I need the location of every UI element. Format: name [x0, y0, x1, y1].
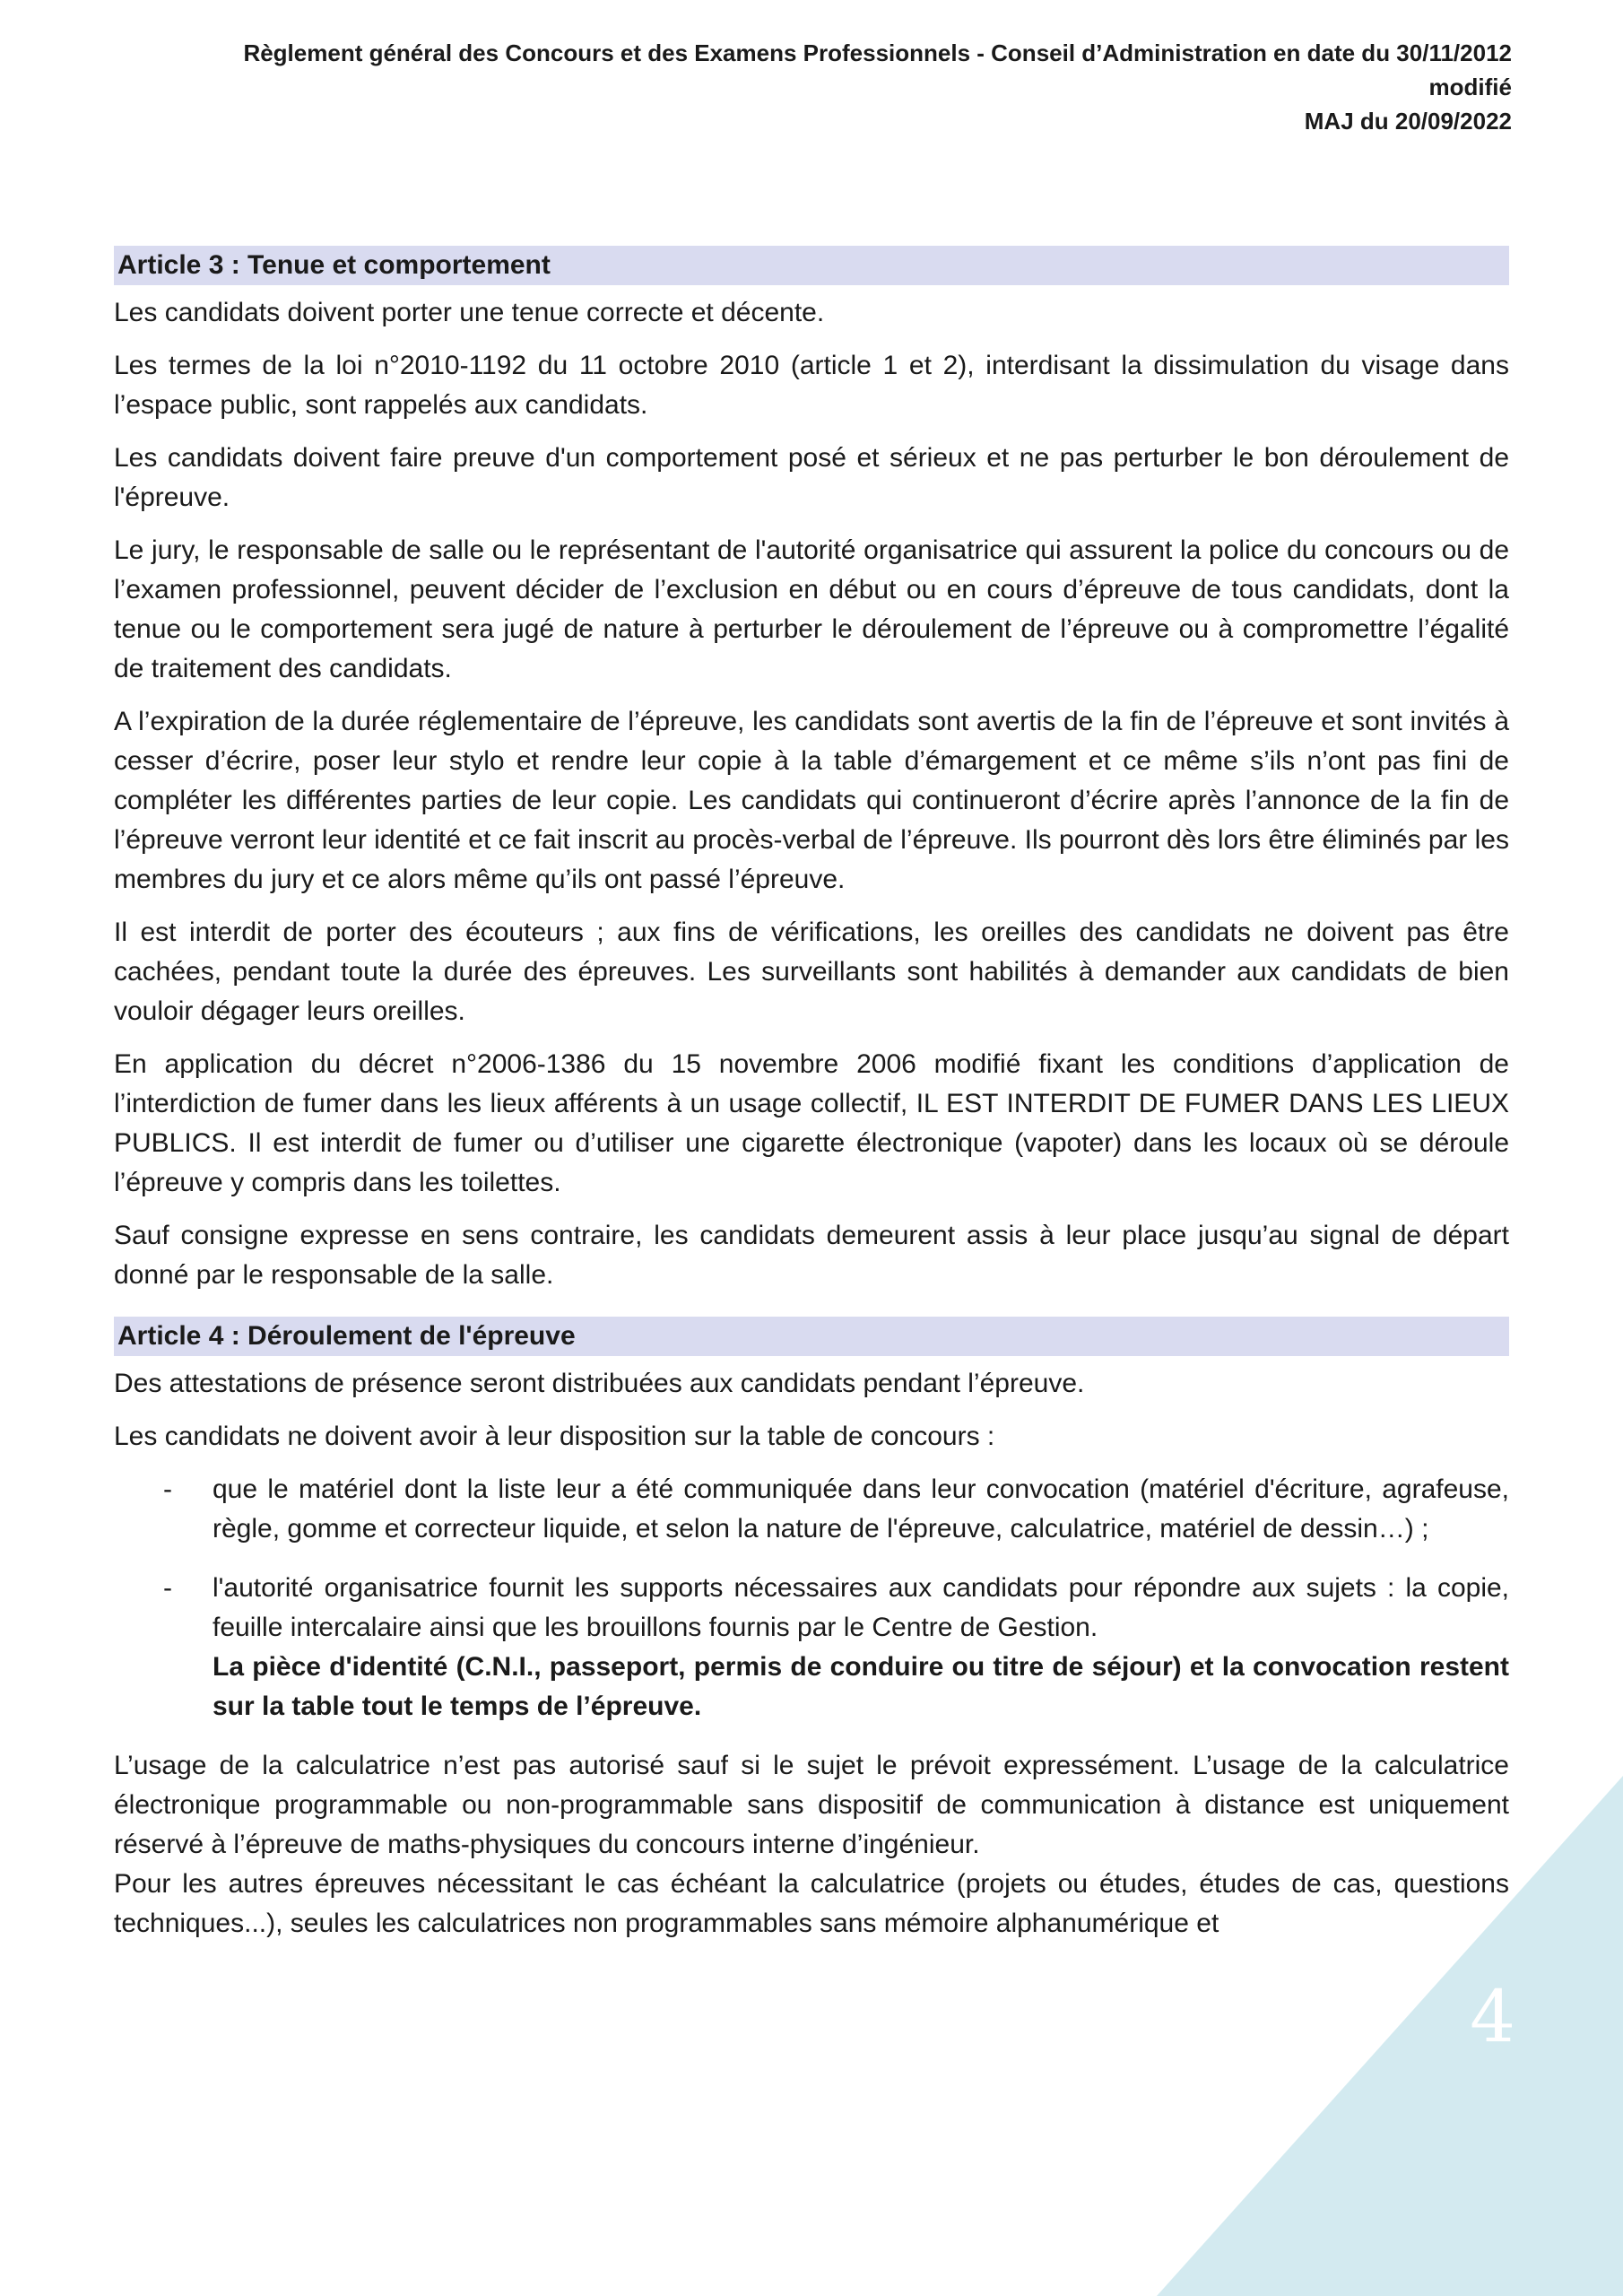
corner-decoration: [1157, 1776, 1623, 2296]
calculator-paragraph: L’usage de la calculatrice n’est pas autorisé sauf si le sujet le prévoit expressément. L’usage de la calculatrice électronique programmable ou non-programmable sans dispositif de communication à distance est uniquement réservé à l’épreuve de maths-physiques du concours interne d’ingénieur.: [114, 1751, 1509, 1859]
article-3-paragraph: Les termes de la loi n°2010-1192 du 11 octobre 2010 (article 1 et 2), interdisant la dissimulation du visage dans l’espace public, sont rappelés aux candidats.: [114, 351, 1509, 420]
list-dash: -: [163, 1474, 172, 1504]
article-4-paragraph: Les candidats ne doivent avoir à leur disposition sur la table de concours :: [114, 1422, 995, 1451]
document-body: [114, 246, 1509, 1957]
article-3-heading: Article 3 : Tenue et comportement: [114, 246, 1509, 285]
list-item: [114, 1470, 1509, 1549]
calculator-paragraph: Pour les autres épreuves nécessitant le cas échéant la calculatrice (projets ou études, études de cas, questions techniques...), seules les calculatrices non programmables sans mémoire alphanumérique et: [114, 1869, 1509, 1938]
article-3-paragraph: Les candidats doivent faire preuve d'un comportement posé et sérieux et ne pas perturber le bon déroulement de l'épreuve.: [114, 443, 1509, 512]
article-4-heading: Article 4 : Déroulement de l'épreuve: [114, 1317, 1509, 1356]
list-dash: -: [163, 1573, 172, 1603]
header-title: Règlement général des Concours et des Examens Professionnels - Conseil d’Administration en date du 30/11/2012 modifié: [243, 39, 1512, 100]
list-item: [114, 1569, 1509, 1726]
list-item-text: que le matériel dont la liste leur a été communiquée dans leur convocation (matériel d'écriture, agrafeuse, règle, gomme et correcteur liquide, et selon la nature de l'épreuve, calculatrice, matériel de dessin…) ;: [213, 1474, 1509, 1544]
allowed-items-list: [114, 1470, 1509, 1726]
article-4-paragraph: Des attestations de présence seront distribuées aux candidats pendant l’épreuve.: [114, 1369, 1085, 1398]
page-header: [167, 36, 1512, 138]
list-item-text: l'autorité organisatrice fournit les supports nécessaires aux candidats pour répondre aux sujets : la copie, feuille intercalaire ainsi que les brouillons fournis par le Centre de Gestion.: [213, 1573, 1509, 1642]
article-3-paragraph: Les candidats doivent porter une tenue correcte et décente.: [114, 298, 825, 327]
article-3-paragraph: A l’expiration de la durée réglementaire de l’épreuve, les candidats sont avertis de la fin de l’épreuve et sont invités à cesser d’écrire, poser leur stylo et rendre leur copie à la table d’émargement et ce même s’ils n’ont pas fini de compléter les différentes parties de leur copie. Les candidats qui continueront d’écrire après l’annonce de la fin de l’épreuve verront leur identité et ce fait inscrit au procès-verbal de l’épreuve. Ils pourront dès lors être éliminés par les membres du jury et ce alors même qu’ils ont passé l’épreuve.: [114, 707, 1509, 894]
article-3-paragraph: En application du décret n°2006-1386 du 15 novembre 2006 modifié fixant les conditions d’application de l’interdiction de fumer dans les lieux afférents à un usage collectif, IL EST INTERDIT DE FUMER DANS LES LIEUX PUBLICS. Il est interdit de fumer ou d’utiliser une cigarette électronique (vapoter) dans les locaux où se déroule l’épreuve y compris dans les toilettes.: [114, 1049, 1509, 1197]
list-item-bold-text: La pièce d'identité (C.N.I., passeport, permis de conduire ou titre de séjour) et la convocation restent sur la table tout le temps de l’épreuve.: [213, 1652, 1509, 1721]
article-3-paragraph: Il est interdit de porter des écouteurs ; aux fins de vérifications, les oreilles des candidats ne doivent pas être cachées, pendant toute la durée des épreuves. Les surveillants sont habilités à demander aux candidats de bien vouloir dégager leurs oreilles.: [114, 918, 1509, 1026]
article-3-paragraph: Sauf consigne expresse en sens contraire, les candidats demeurent assis à leur place jusqu’au signal de départ donné par le responsable de la salle.: [114, 1221, 1509, 1290]
header-update-date: MAJ du 20/09/2022: [1304, 108, 1512, 135]
article-3-paragraph: Le jury, le responsable de salle ou le représentant de l'autorité organisatrice qui assurent la police du concours ou de l’examen professionnel, peuvent décider de l’exclusion en début ou en cours d’épreuve de tous candidats, dont la tenue ou le comportement sera jugé de nature à perturber le déroulement de l’épreuve ou à compromettre l’égalité de traitement des candidats.: [114, 535, 1509, 683]
page-number: 4: [1470, 1975, 1515, 2058]
